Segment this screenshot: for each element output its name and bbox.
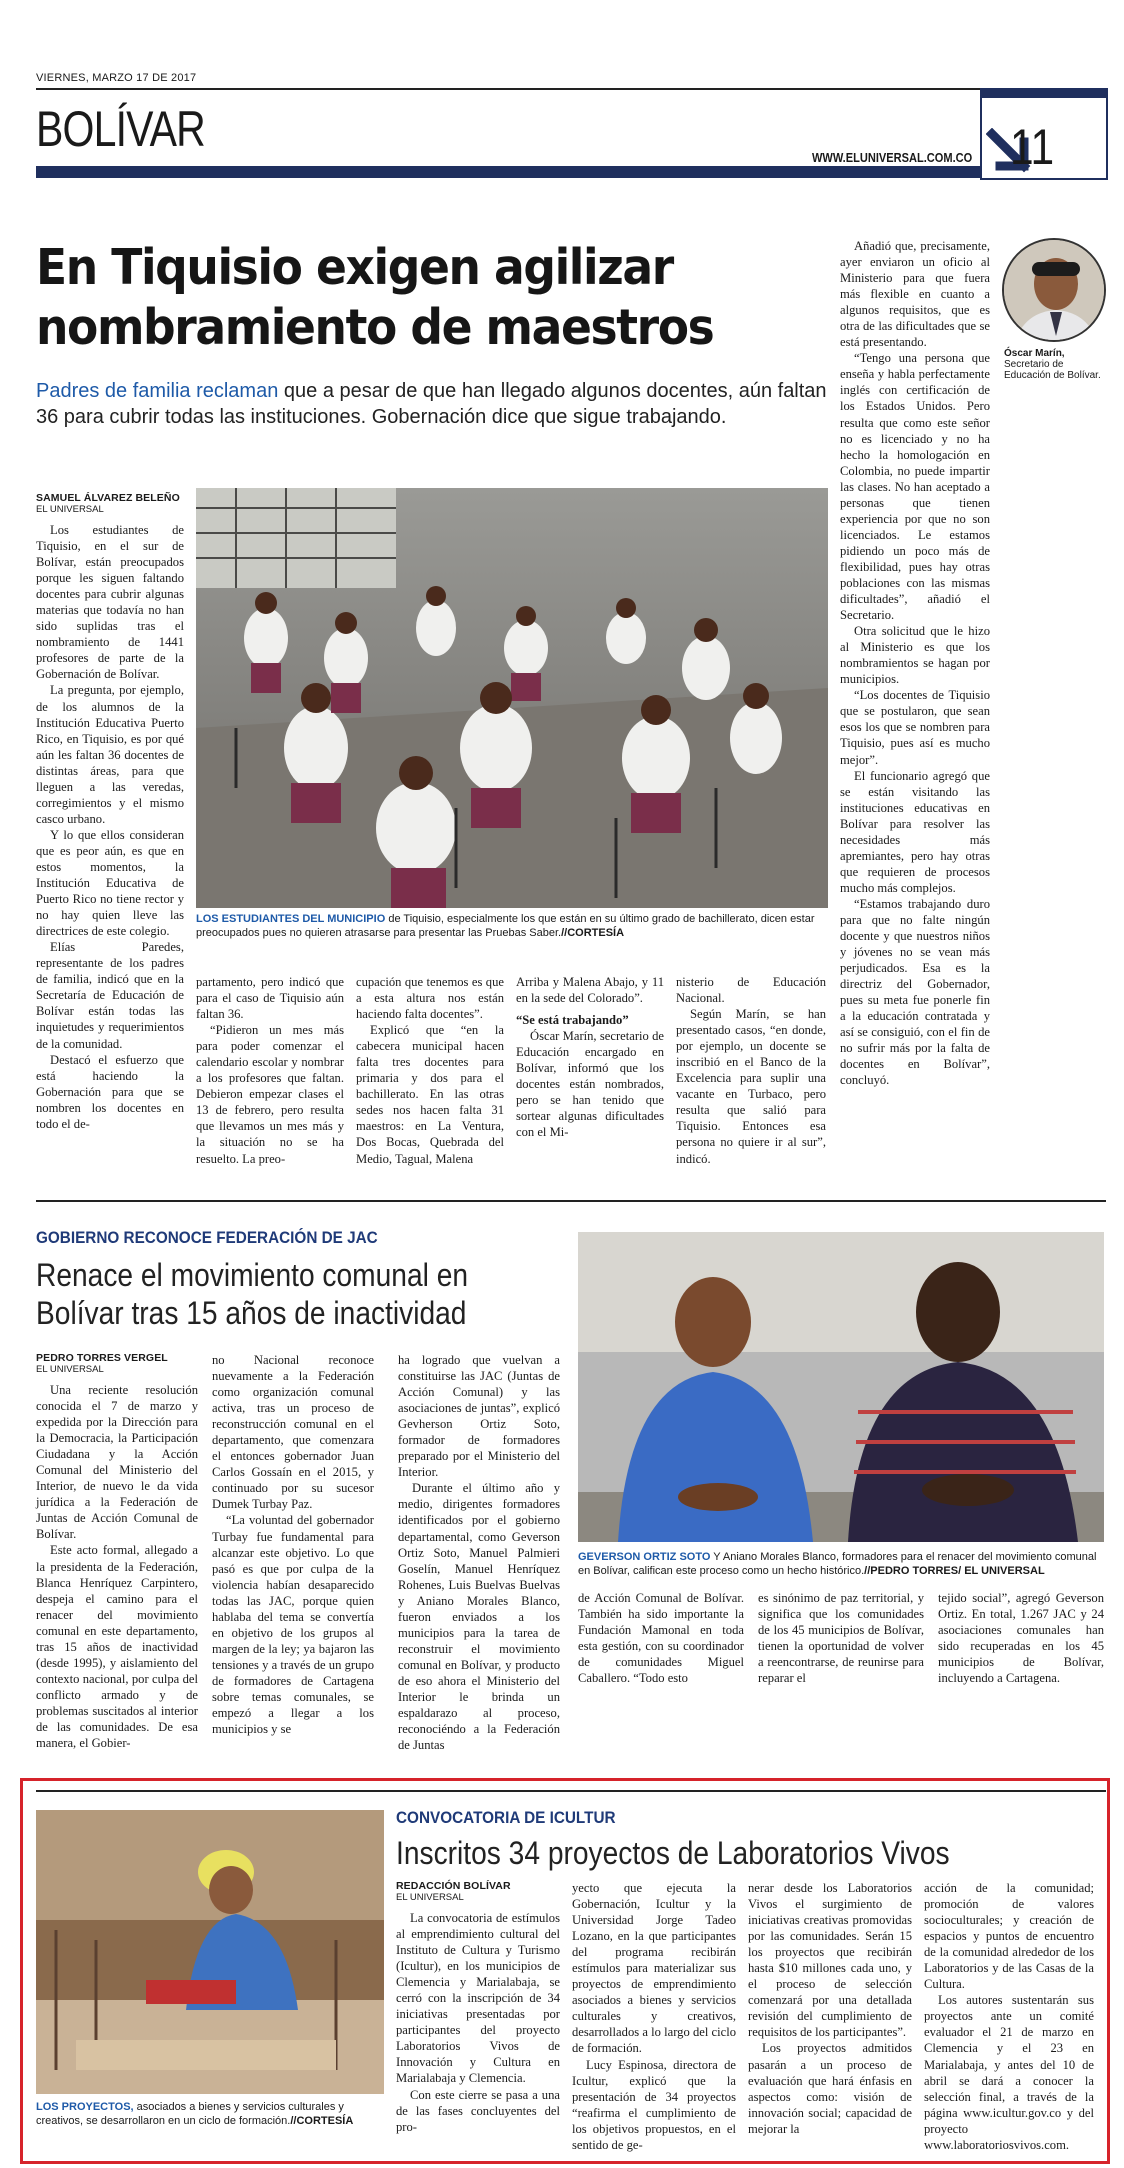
story2-col3-p1: ha logrado que vuelvan a constituirse las JAC (Juntas de Acción Comunal) y las asociaciones de juntas”, explicó Gevherson Ortiz Soto, formador de formadores preparado por el Ministerio del Interior.: [398, 1353, 560, 1480]
story3-col1-p2: Con este cierre se pasa a una de las fases concluyentes del pro-: [396, 2087, 560, 2134]
story2-col5-p1: es sinónimo de paz territorial, y significa que los comunidades de los 45 municipios de Bolívar, tienen la oportunidad de volver a reencontrarse, de reunirse para reparar el: [758, 1591, 924, 1686]
story3-caption: [36, 2100, 384, 2128]
story1-col2-p2: “Pidieron un mes más para poder comenzar el calendario escolar y nombrar a los profesores que faltan. Debieron empezar clases el 13 de febrero, pero resulta que llevamos un mes más y la situación no se ha resuelto. La preo-: [196, 1023, 344, 1166]
story1-col1-p3: Y lo que ellos consideran que es peor aún, es que en estos momentos, la Institución Educativa de Puerto Rico no tiene rector y no hay quien lleve las directrices de este colegio.: [36, 827, 184, 939]
story3-col4-p1: acción de la comunidad; promoción de valores socioculturales; y creación de espacios y puntos de encuentro de la comunidad alrededor de los Laboratorios y de las Casas de la Cultura.: [924, 1881, 1094, 1992]
story3-col2-p1: yecto que ejecuta la Gobernación, Icultur y la Universidad Jorge Tadeo Lozano, en la que participantes del programa recibirán estímulos para materializar sus proyectos de emprendimiento asociados a bienes y servicios culturales y creativos, desarrollados a lo largo del ciclo de formación.: [572, 1881, 736, 2056]
two-men-illustration: [578, 1232, 1104, 1542]
story3-photo: [36, 1810, 384, 2094]
story2-col1-p1: Una reciente resolución conocida el 7 de marzo y expedida por la Dirección para la Democracia, la Participación Ciudadana y la Acción Comunal del Ministerio del Interior, de nuevo le da vida jurídica a la Federación de Juntas de Acción Comunal de Bolívar.: [36, 1383, 198, 1542]
story1-col1: [36, 522, 184, 1132]
classroom-illustration: [196, 488, 828, 908]
story3-col4: [924, 1880, 1094, 2153]
story1-col5-p2: Según Marín, se han presentado casos, “en donde, por ejemplo, un docente se inscribió en el Banco de la Excelencia para suplir una vacante en Turbaco, pero resulta que salió para Tiquisio. Entonces esa persona no quiere ir al sur”, indicó.: [676, 1007, 826, 1166]
story1-col1-p2: La pregunta, por ejemplo, de los alumnos de la Institución Educativa Puerto Rico, en Tiquisio, es por qué aún les faltan 36 docentes de distintas áreas, para que lleguen a las veredas, corregimientos y el mismo casco urbano.: [36, 683, 184, 826]
portrait-caption: [1004, 348, 1112, 381]
page-number-bar: [980, 88, 1108, 98]
portrait-name: Óscar Marín,: [1004, 348, 1065, 359]
story1-headline: [36, 238, 780, 358]
story1-deck-rest: que a pesar de que han llegado algunos docentes, aún faltan 36 para cubrir todas las instituciones. Gobernación dice que sigue trabajando.: [36, 380, 827, 428]
story1-outlet: EL UNIVERSAL: [36, 504, 104, 515]
story1-col6-p1: Añadió que, precisamente, ayer enviaron un oficio al Ministerio para que fuera más flexible en cuanto a algunos requisitos, que es otra de las dificultades que se está presentando.: [840, 239, 990, 350]
story1-caption: [196, 912, 828, 940]
story2-photo: [578, 1232, 1104, 1542]
story1-col4-p1: Arriba y Malena Abajo, y 11 en la sede del Colorado”.: [516, 975, 664, 1006]
story2-caption: [578, 1550, 1104, 1578]
story1-col5-p1: nisterio de Educación Nacional.: [676, 975, 826, 1006]
story1-col6-p5: El funcionario agregó que se están visitando las instituciones educativas en Bolívar para resolver las necesidades más apremiantes, pero hay otras que requieren de procesos mucho más complejos.: [840, 768, 990, 895]
story-divider-1: [36, 1200, 1106, 1202]
story2-caption-lead: GEVERSON ORTIZ SOTO: [578, 1551, 711, 1563]
story2-byline-block: [36, 1352, 186, 1379]
story1-deck: [36, 378, 836, 430]
story1-col6-p6: “Estamos trabajando duro para que no falte ningún docente y que nuestros niños y jóvenes no se vean más perjudicados. Esa es la directriz del Gobernador, pues su meta fue ponerle fin a la educación contratada y así se consiguió, con el fin de no sufrir más por la falta de docentes en Bolívar”, concluyó.: [840, 896, 990, 1088]
story3-outlet: EL UNIVERSAL: [396, 1892, 464, 1903]
story1-col3-p2: Explicó que “en la cabecera municipal hacen falta tres docentes para primaria y dos para el bachillerato. En las otras sedes nos hacen falta 31 maestros: en La Ventura, Dos Bocas, Quebrada del Medio, Tagual, Malena: [356, 1023, 504, 1166]
portrait-illustration: [1004, 240, 1106, 342]
story2-col3: [398, 1352, 560, 1753]
website-url[interactable]: WWW.ELUNIVERSAL.COM.CO: [812, 150, 973, 165]
story1-col2-p1: partamento, pero indicó que para el caso de Tiquisio aún faltan 36.: [196, 975, 344, 1022]
story3-col2-p2: Lucy Espinosa, directora de Icultur, explicó que la presentación de 34 proyectos “reafirma el cumplimiento de los objetivos propuestos, en el sentido de ge-: [572, 2057, 736, 2152]
dateline: VIERNES, MARZO 17 DE 2017: [36, 72, 197, 84]
story2-col6-p1: tejido social”, agregó Geverson Ortiz. En total, 1.267 JAC y 24 asociaciones comunales han sido recuperadas en los 45 municipios de Bolívar, incluyendo a Cartagena.: [938, 1591, 1104, 1686]
story2-caption-credit: //PEDRO TORRES/ EL UNIVERSAL: [864, 1565, 1045, 1577]
story1-deck-lead: Padres de familia reclaman: [36, 380, 279, 402]
story1-col2: [196, 974, 344, 1167]
story1-caption-credit: //CORTESÍA: [561, 927, 625, 939]
story1-headline-line2: nombramiento de maestros: [36, 299, 714, 356]
story3-col1: [396, 1910, 560, 2135]
section-bar: [36, 166, 980, 178]
story2-col2-p2: “La voluntad del gobernador Turbay fue fundamental para alcanzar este objetivo. Lo que pasó es que por culpa de la violencia habían desaparecido todas las JAC, porque quien hablaba del tema se convertía en objetivo de los grupos al margen de la ley; ya bajaron las tensiones y a través de un grupo de formadores de Cartagena sobre temas comunales, se empezó a llegar a los municipios y se: [212, 1513, 374, 1737]
story2-col1-p2: Este acto formal, allegado a la presidenta de la Federación, Blanca Henríquez Carpintero, despeja el camino para el renacer del movimiento comunal en este departamento, tras 15 años de inactividad (desde 1995), y aislamiento del contexto nacional, por culpa del conflicto armado y de problemas suscitados al interior de las comunidades. De esa manera, el Gobier-: [36, 1543, 198, 1751]
story1-col3: [356, 974, 504, 1167]
page-number: 11: [1010, 119, 1055, 175]
story1-col6-p2: “Tengo una persona que enseña y habla perfectamente inglés con certificación de los Estados Unidos. Pero resulta que como este señor no es licenciado y no ha hecho la homologación en Colombia, no puede impartir las clases. No han aceptado a personas que tienen experiencia por que no son licenciados. Le estamos pidiendo un poco más de flexibilidad, pues hay otras poblaciones con las mismas dificultades”, añadió el Secretario.: [840, 351, 990, 623]
story1-col6-p3: Otra solicitud que le hizo al Ministerio es que los nombramientos se hagan por municipios.: [840, 624, 990, 687]
story1-byline: SAMUEL ÁLVAREZ BELEÑO: [36, 492, 180, 504]
story1-col1-p1: Los estudiantes de Tiquisio, en el sur de Bolívar, están preocupados porque les siguen faltando docentes para cubrir algunas materias que todavía no han sido suplidas tras el nombramiento de 1441 profesores de parte de la Gobernación de Bolívar.: [36, 523, 184, 682]
story1-byline-block: [36, 492, 186, 519]
top-rule: [36, 88, 1106, 90]
story3-col4-p2: Los autores sustentarán sus proyectos ante un comité evaluador el 21 de marzo en Clemencia y el 23 en Marialabaja, y antes del 10 de abril se dará a conocer la selección final, a través de la página www.icultur.gov.co y del proyecto www.laboratoriosvivos.com.: [924, 1993, 1094, 2152]
story3-col3-p2: Los proyectos admitidos pasarán a un proceso de evaluación que hará énfasis en aspectos como: visión de innovación social; capacidad de mejorar la: [748, 2041, 912, 2136]
story3-byline: REDACCIÓN BOLÍVAR: [396, 1880, 511, 1892]
story1-col4: [516, 974, 664, 1140]
story1-photo: [196, 488, 828, 908]
portrait-title: Secretario de Educación de Bolívar.: [1004, 359, 1101, 381]
story3-col2: [572, 1880, 736, 2153]
story1-col6-p4: “Los docentes de Tiquisio que se postularon, que sean esos los que se nombren para Tiquisio, pues así es mucho mejor”.: [840, 688, 990, 767]
craftsman-illustration: [36, 1810, 384, 2094]
story1-caption-lead: LOS ESTUDIANTES DEL MUNICIPIO: [196, 913, 386, 925]
story3-col1-p1: La convocatoria de estímulos al emprendimiento cultural del Instituto de Cultura y Turismo (Icultur), en los municipios de Clemencia y Marialabaja, se cerró con la inscripción de 34 iniciativas presentadas por participantes del proyecto Laboratorios Vivos de Innovación y Cultura en Marialabaja y Clemencia.: [396, 1911, 560, 2086]
story2-headline-line1: Renace el movimiento comunal en: [36, 1257, 469, 1293]
portrait-photo: [1002, 238, 1106, 342]
story2-col2-p1: no Nacional reconoce nuevamente a la Federación como organización comunal activa, tras un proceso de reconstrucción comunal en el departamento, que comenzara el entonces gobernador Juan Carlos Gossaín en el 2015, y continuado por su sucesor Dumek Turbay Paz.: [212, 1353, 374, 1512]
story1-col1-p5: Destacó el esfuerzo que está haciendo la Gobernación para que se nombren los docentes en todo el de-: [36, 1052, 184, 1131]
story1-col5: [676, 974, 826, 1167]
story2-col4-p1: de Acción Comunal de Bolívar. También ha sido importante la Fundación Mamonal en toda esta gestión, con su coordinador de comunidades Miguel Caballero. “Todo esto: [578, 1591, 744, 1686]
section-title: BOLÍVAR: [36, 101, 205, 157]
story1-headline-line1: En Tiquisio exigen agilizar: [36, 239, 673, 296]
story1-col6: [840, 238, 990, 1088]
story3-caption-lead: LOS PROYECTOS,: [36, 2101, 134, 2113]
story2-col1: [36, 1382, 198, 1751]
story3-caption-rest: asociados a bienes y servicios culturales y creativos, se desarrollaron en un ciclo de formación.: [36, 2101, 344, 2127]
story2-col4: [578, 1590, 744, 1686]
story1-col3-p1: cupación que tenemos es que a esta altura nos están haciendo falta docentes”.: [356, 975, 504, 1022]
story1-subhead: “Se está trabajando”: [516, 1013, 629, 1028]
story3-caption-credit: //CORTESÍA: [290, 2115, 354, 2127]
story3-col3-p1: nerar desde los Laboratorios Vivos el surgimiento de iniciativas creativas promovidas por las comunidades. Serán 15 los proyectos que recibirán hasta $10 millones cada uno, y el proceso de selección comenzará por una detallada revisión del cumplimiento de requisitos de los participantes”.: [748, 1881, 912, 2040]
story2-caption-rest: Y Aniano Morales Blanco, formadores para el renacer del movimiento comunal en Bolívar, califican este proceso como un hecho histórico.: [578, 1551, 1097, 1577]
story3-headline: Inscritos 34 proyectos de Laboratorios Vivos: [396, 1835, 950, 1871]
story3-kicker: CONVOCATORIA DE ICULTUR: [396, 1808, 616, 1827]
story1-caption-rest: de Tiquisio, especialmente los que están en su último grado de bachillerato, dicen estar preocupados pues no quieren atrasarse para presentar las Pruebas Saber.: [196, 913, 815, 939]
story2-col3-p2: Durante el último año y medio, dirigentes formadores identificados por el gobierno departamental, como Geverson Ortiz Soto, Manuel Palmieri Goselín, Manuel Henríquez Rohenes, Luis Buelvas Buelvas y Aniano Morales Blanco, fueron enviados a los municipios para la tarea de reconstruir el movimiento comunal en Bolívar, y producto de eso ahora el Ministerio del Interior le brinda un espaldarazo al proceso, reconociéndo a la Federación de Juntas: [398, 1481, 560, 1753]
story2-headline-line2: Bolívar tras 15 años de inactividad: [36, 1295, 467, 1331]
story3-byline-block: [396, 1880, 566, 1907]
story-divider-2: [36, 1790, 1106, 1792]
story2-headline: [36, 1256, 599, 1332]
story2-col6: [938, 1590, 1104, 1686]
story2-kicker: GOBIERNO RECONOCE FEDERACIÓN DE JAC: [36, 1228, 378, 1247]
story2-byline: PEDRO TORRES VERGEL: [36, 1352, 168, 1364]
story2-col2: [212, 1352, 374, 1737]
story2-outlet: EL UNIVERSAL: [36, 1364, 104, 1375]
story1-col1-p4: Elías Paredes, representante de los padres de familia, indicó que en la Secretaría de Educación de Bolívar están todas las inquietudes y requerimientos de la comunidad.: [36, 940, 184, 1051]
story2-col5: [758, 1590, 924, 1686]
story3-col3: [748, 1880, 912, 2137]
story1-col4-p2: Óscar Marín, secretario de Educación encargado en Bolívar, informó que los docentes están nombrados, pero se han tenido que sortear algunas dificultades con el Mi-: [516, 1029, 664, 1140]
